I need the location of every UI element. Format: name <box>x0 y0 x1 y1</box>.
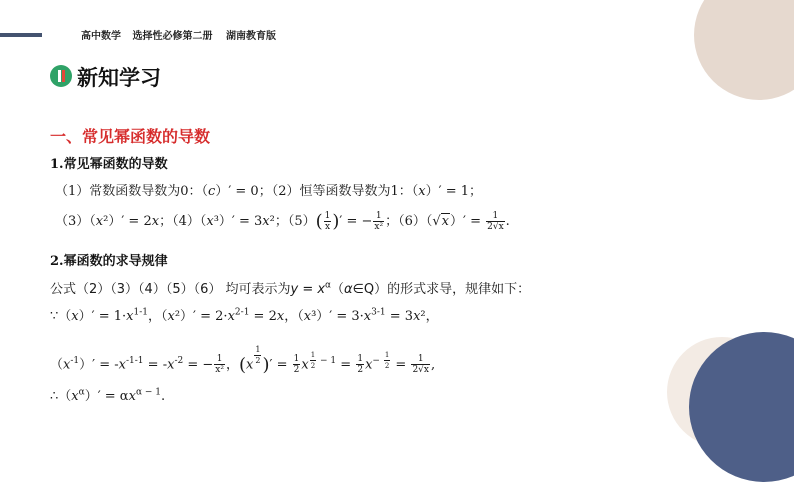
r1-e: ）′ = 1； <box>425 184 482 199</box>
header <box>81 27 276 42</box>
frac-half-a: $\frac{1}{2}$ <box>293 354 300 376</box>
b-b: x <box>71 309 79 324</box>
t-f: α − 1 <box>135 387 162 398</box>
frac-one-over-2sqrtx-b: $\frac{1}{2√x}$ <box>412 354 429 376</box>
section-icon <box>50 65 72 87</box>
header-subject: 高中数学 <box>81 31 121 42</box>
f-f: ∈Q）的形式求导，规律如下： <box>352 282 531 297</box>
b-a: ∵（ <box>50 309 72 324</box>
r2-l: x <box>441 214 450 229</box>
section-icon-bar-white <box>58 70 61 82</box>
paren-close-2: ) <box>262 354 270 376</box>
i-o: = <box>336 357 356 373</box>
t-b: x <box>71 389 79 404</box>
frac-one-over-x: $\frac{1}{x}$ <box>324 211 331 232</box>
b-k: = 2 <box>249 309 277 324</box>
i-a: （ <box>50 357 64 373</box>
b-j: 2-1 <box>234 307 250 318</box>
f-d: （ <box>330 282 344 297</box>
t-c: α <box>78 387 85 398</box>
r1-a: （1）常数函数导数为0：（ <box>55 184 209 199</box>
row-power-examples <box>55 210 510 232</box>
r2-k: ；（6）（√ <box>385 214 441 229</box>
frac-half-exp-3: $\frac{1}{2}$ <box>384 351 390 370</box>
row-constant-identity <box>55 180 482 199</box>
b-g: x <box>167 309 175 324</box>
b-n: x <box>303 309 312 324</box>
r2-d: x <box>151 214 160 229</box>
i-m: x <box>301 357 309 373</box>
i-c: -1 <box>70 356 80 366</box>
i-d: ）′ = - <box>79 357 119 373</box>
i-k: ， <box>225 357 239 373</box>
i-exp-2 <box>372 351 391 370</box>
t-e: x <box>128 389 136 404</box>
frac-one-over-2sqrtx: $\frac{1}{2√x}$ <box>487 211 504 232</box>
formula-line <box>50 278 530 297</box>
b-m: ，（ <box>284 309 304 324</box>
t-d: ）′ = α <box>84 389 129 404</box>
i-n: − 1 <box>317 356 337 366</box>
i-s: , <box>431 357 436 373</box>
because-line <box>50 305 439 324</box>
r1-b: c <box>208 184 216 199</box>
decorative-circle-top <box>694 0 794 100</box>
t-g: . <box>161 389 166 404</box>
r2-a: （3）（ <box>55 214 96 229</box>
i-exp-1 <box>309 351 337 370</box>
i-r: = <box>391 357 411 373</box>
r2-h: x <box>262 214 270 229</box>
i-q: − <box>372 356 383 366</box>
r2-g: ³）′ = 3 <box>213 214 263 229</box>
t-a: ∴（ <box>50 389 72 404</box>
frac-one-over-x2: $\frac{1}{\text{x²}}$ <box>374 211 384 232</box>
frac-half-b: $\frac{1}{2}$ <box>357 354 364 376</box>
paren-close: ) <box>332 211 340 232</box>
r2-i: ²；（5） <box>269 214 316 229</box>
f-a: 公式（2）（3）（4）（5）（6） 均可表示为 <box>50 282 291 297</box>
i-i: -2 <box>174 356 184 366</box>
b-d: x <box>126 309 134 324</box>
frac-half-exp-2: $\frac{1}{2}$ <box>310 351 316 370</box>
b-q: 3-1 <box>371 307 386 318</box>
b-l: x <box>276 309 285 324</box>
r2-m: ）′ = <box>450 214 486 229</box>
f-c: α <box>325 280 331 291</box>
r1-d: x <box>418 184 426 199</box>
i-f: -1-1 <box>126 356 144 366</box>
b-c: ）′ = 1· <box>78 309 127 324</box>
header-accent-bar <box>0 33 42 37</box>
i-j: = − <box>183 357 214 373</box>
i-g: = - <box>143 357 168 373</box>
i-b: x <box>63 357 71 373</box>
section-icon-bar-red <box>62 70 65 82</box>
r2-f: x <box>206 214 214 229</box>
r2-n: . <box>505 214 510 229</box>
r2-c: ²）′ = 2 <box>103 214 152 229</box>
b-r: = 3 <box>385 309 414 324</box>
b-h: ²）′ = 2· <box>174 309 228 324</box>
b-s: x <box>413 309 421 324</box>
b-i: x <box>227 309 235 324</box>
f-e: α <box>344 282 353 297</box>
i-h: x <box>167 357 175 373</box>
header-book: 选择性必修第二册 <box>132 31 213 42</box>
b-o: ³）′ = 3· <box>311 309 364 324</box>
frac-half-exp: $\frac{1}{2}$ <box>255 345 261 365</box>
r2-b: x <box>95 214 104 229</box>
section-title: 新知学习 <box>77 66 161 90</box>
subheading-power-rule: 2.幂函数的求导规律 <box>50 254 168 269</box>
i-p: x <box>365 357 373 373</box>
b-t: ²， <box>420 309 439 324</box>
r1-c: ）′ = 0；（2）恒等函数导数为1：（ <box>215 184 419 199</box>
paren-open: ( <box>315 211 323 232</box>
header-publisher: 湖南教育版 <box>225 31 276 42</box>
heading-power-derivatives: 一、常见幂函数的导数 <box>50 127 211 146</box>
i-l: ′ = <box>269 357 292 373</box>
therefore-line <box>50 385 165 404</box>
i-e: x <box>118 357 126 373</box>
b-p: x <box>363 309 372 324</box>
b-e: 1-1 <box>133 307 148 318</box>
inverse-sqrt-line <box>50 345 435 375</box>
i-x-base: x <box>246 357 254 373</box>
r2-j: ′ = − <box>339 214 373 229</box>
subheading-common-derivatives: 1.常见幂函数的导数 <box>50 157 168 172</box>
r2-e: ；（4）（ <box>159 214 207 229</box>
b-f: ，（ <box>147 309 168 324</box>
f-b: y = x <box>290 282 326 297</box>
frac-one-over-x2-b: $\frac{1}{\text{x²}}$ <box>215 354 224 376</box>
paren-open-2: ( <box>239 354 247 376</box>
